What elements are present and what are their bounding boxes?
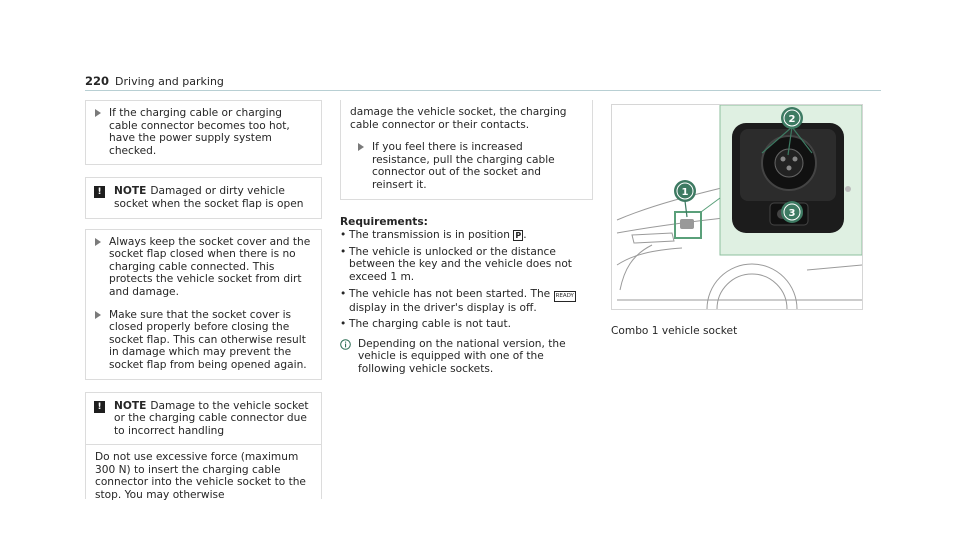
requirements-title: Requirements: — [340, 215, 428, 228]
instruction-step — [95, 236, 312, 299]
svg-text:1: 1 — [681, 187, 689, 198]
left-column — [85, 100, 322, 502]
callout-2 — [781, 107, 803, 129]
svg-text:3: 3 — [788, 208, 796, 219]
step-text: If the charging cable or charging cable connector becomes too hot, have the power supply system checked. — [109, 107, 290, 157]
instruction-step — [350, 141, 583, 191]
step-text: Always keep the socket cover and the socket flap closed when there is no charging cable connected. This protects the vehicle socket from dirt and damage. — [109, 235, 311, 298]
continued-note — [340, 100, 593, 200]
figure-caption: Combo 1 vehicle socket — [611, 325, 738, 337]
note-text: Damage to the vehicle socket or the charging cable connector due to incorrect handling — [114, 399, 309, 437]
section-title: Driving and parking — [115, 75, 224, 88]
note-body-text: Do not use excessive force (maximum 300 N) to insert the charging cable connector into the vehicle socket to the stop. You may otherwise — [95, 451, 306, 502]
note-steps — [85, 229, 322, 380]
info-note — [340, 338, 593, 376]
list-item: • The vehicle is unlocked or the distance between the key and the vehicle does not exceed 1 m. — [340, 246, 593, 284]
page-header — [85, 75, 881, 89]
callout-1 — [674, 180, 696, 202]
note-label: NOTE — [114, 185, 147, 198]
vehicle-socket-illustration — [612, 105, 862, 309]
warning-icon: ! — [94, 186, 105, 198]
instruction-step — [95, 309, 312, 372]
note-header — [85, 392, 322, 446]
step-arrow-icon — [95, 109, 101, 117]
svg-text:2: 2 — [788, 114, 796, 125]
warning-icon: ! — [94, 401, 105, 413]
step-box — [85, 100, 322, 165]
step-arrow-icon — [95, 238, 101, 246]
note-header — [85, 177, 322, 218]
middle-column — [340, 100, 593, 376]
callout-3 — [781, 201, 803, 223]
right-column — [611, 100, 863, 338]
instruction-step — [95, 107, 312, 157]
park-position-icon: P — [515, 231, 522, 241]
list-item: • The charging cable is not taut. — [340, 318, 593, 331]
note-text: Damaged or dirty vehicle socket when the socket flap is open — [114, 185, 304, 210]
step-text: If you feel there is increased resistance, pull the charging cable connector out of the socket and reinsert it. — [372, 141, 555, 191]
step-text: Make sure that the socket cover is closed properly before closing the socket flap. This can otherwise result in damage which may prevent the socket flap from being opened again. — [109, 308, 307, 371]
continued-text: damage the vehicle socket, the charging cable connector or their contacts. — [350, 106, 567, 131]
info-text: Depending on the national version, the vehicle is equipped with one of the following vehicle sockets. — [358, 337, 566, 375]
header-rule — [85, 90, 881, 91]
info-icon — [340, 339, 351, 350]
note-label: NOTE — [114, 399, 147, 412]
step-arrow-icon — [95, 311, 101, 319]
list-item: • The vehicle has not been started. The READY display in the driver's display is off. — [340, 288, 593, 315]
requirements-list — [340, 229, 593, 331]
figure — [611, 104, 863, 310]
page-number: 220 — [85, 74, 110, 88]
list-item: • The transmission is in position P . — [340, 229, 593, 242]
note-body — [85, 445, 322, 502]
step-arrow-icon — [358, 143, 364, 151]
ready-indicator-icon: READY — [554, 291, 576, 302]
